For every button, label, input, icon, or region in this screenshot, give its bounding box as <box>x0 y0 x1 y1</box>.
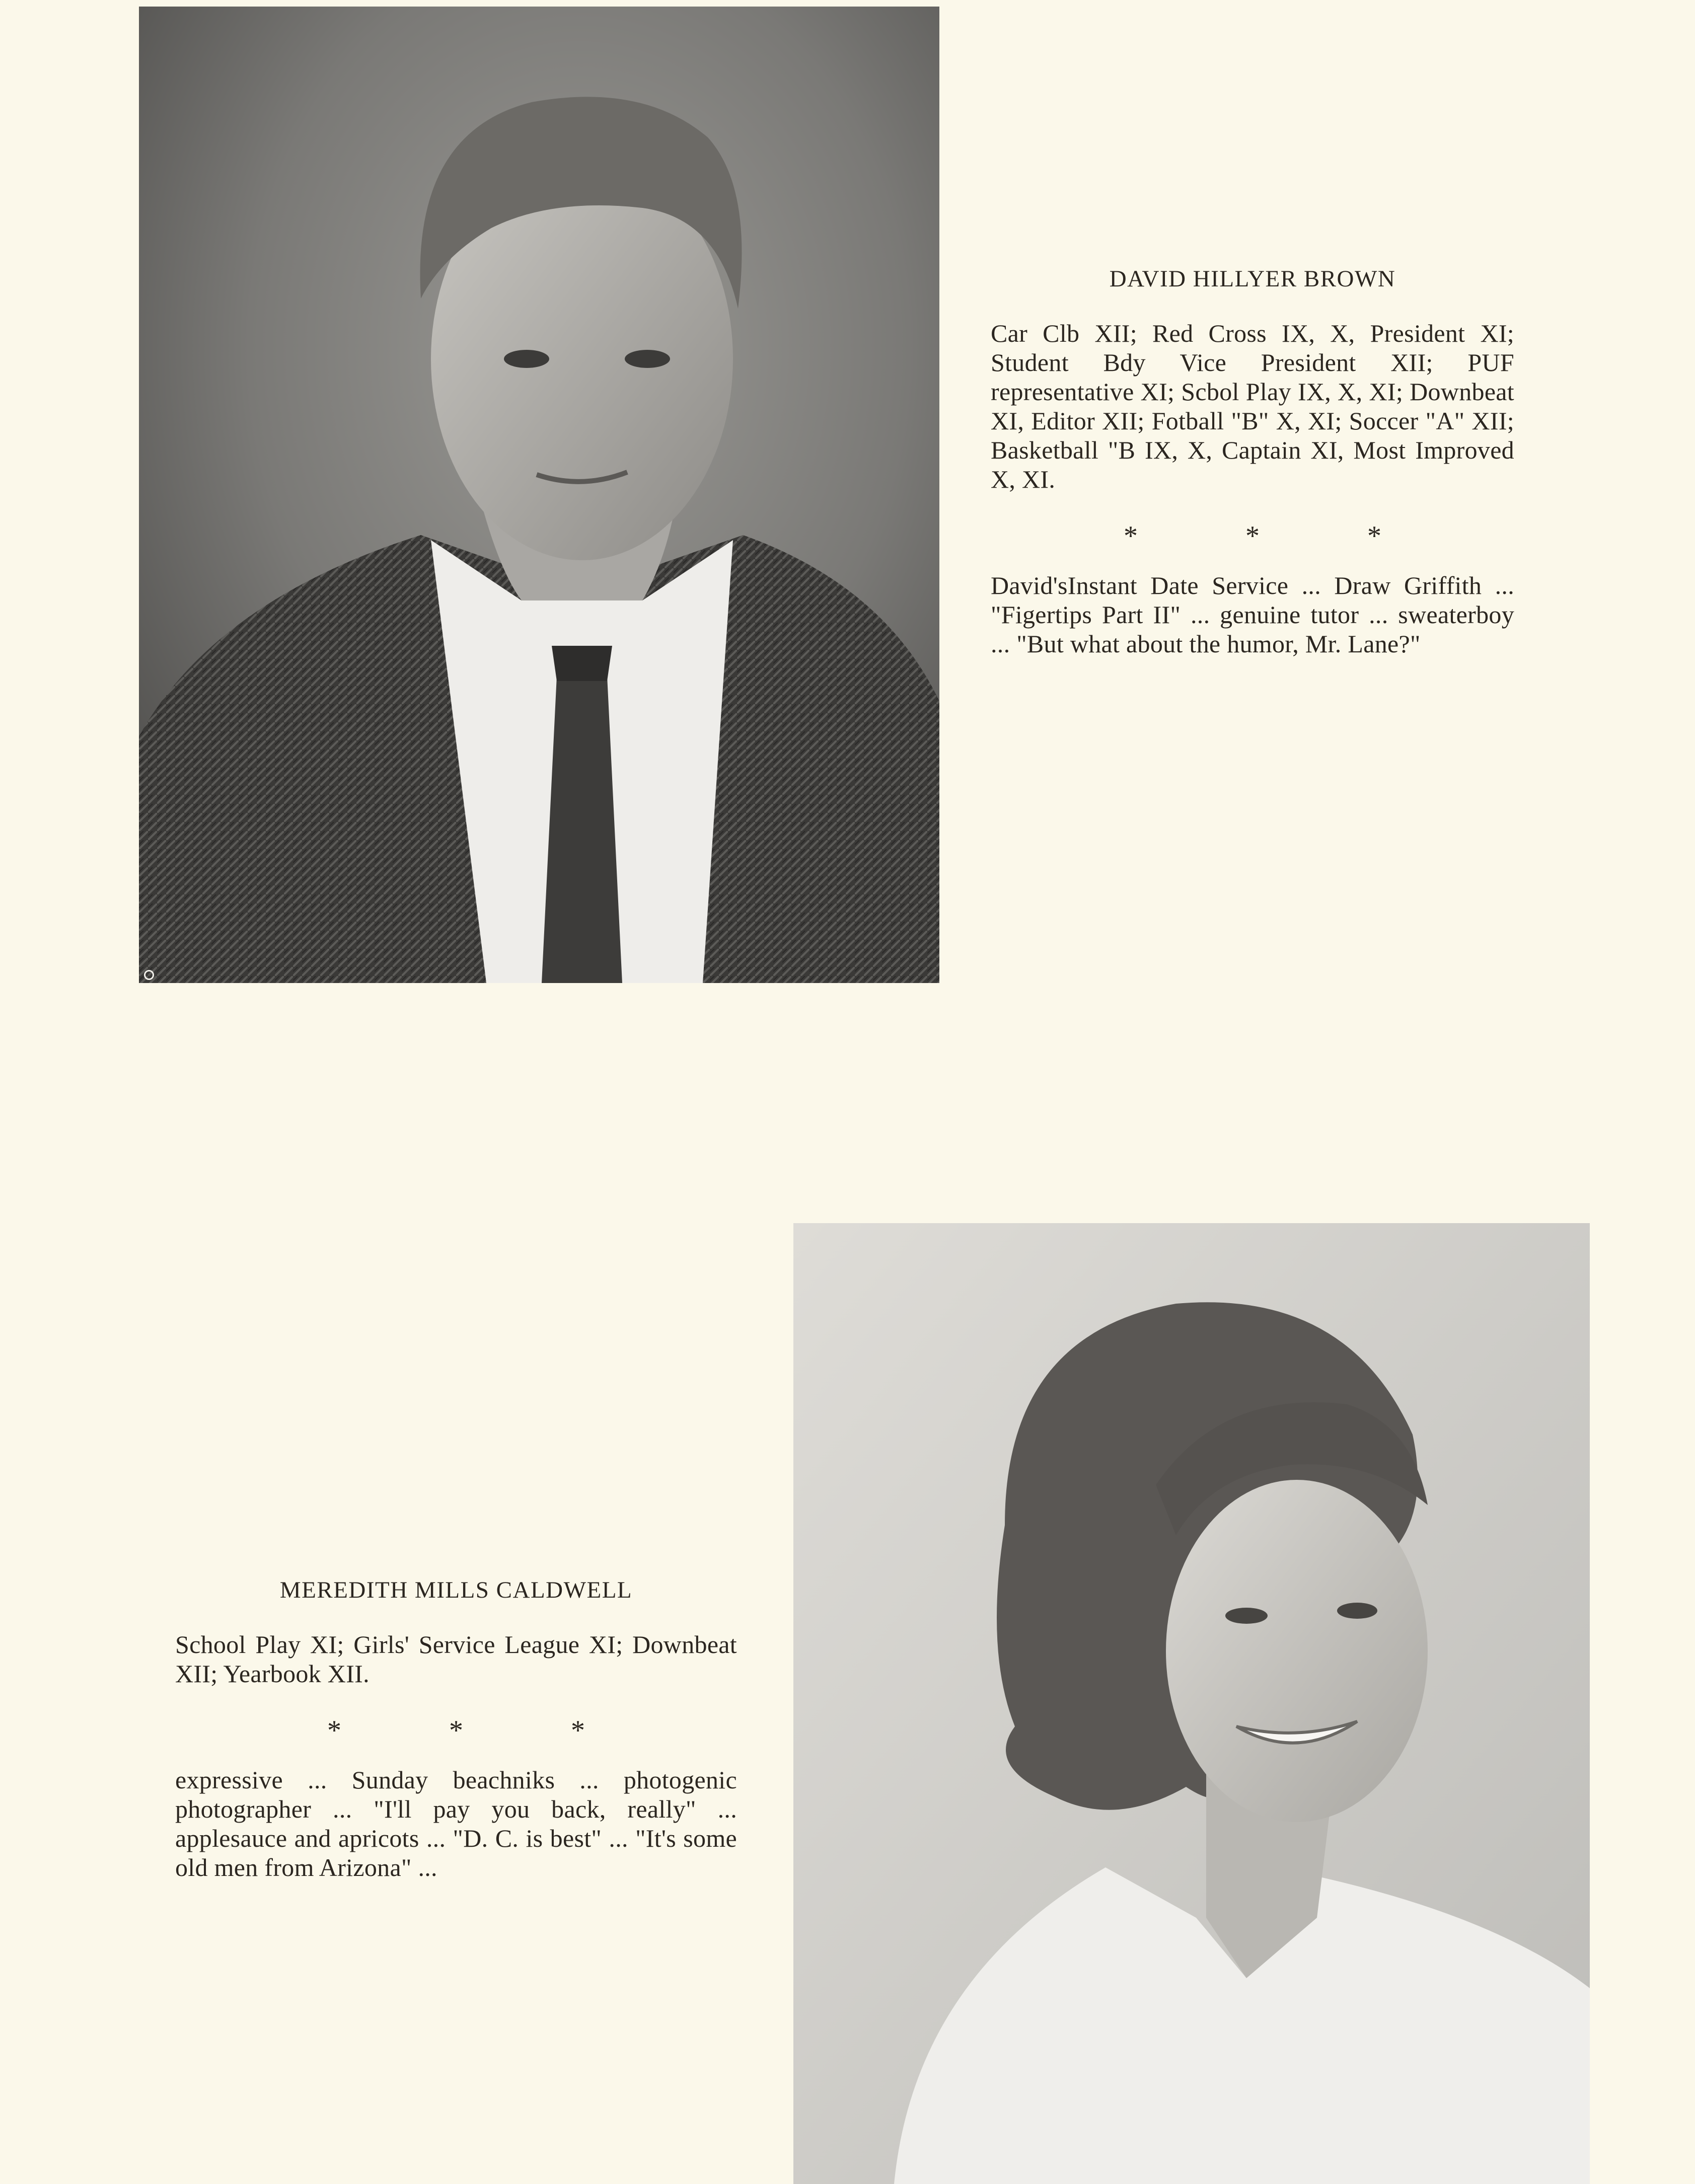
portrait-photo-image <box>793 1223 1590 2184</box>
student-name: DAVID HILLYER BROWN <box>1109 266 1396 292</box>
student-activities: Car Clb XII; Red Cross IX, X, President XI; Student Bdy Vice President XII; PUF representative XI; Scbol Play IX, X, XI; Downbeat XI, Editor XII; Fotball "B" X, XI; Soccer "A" XII; Basketball "B IX, X, Captain XI, Most Improved X, XI. <box>991 319 1514 493</box>
student-entry-meredith-caldwell <box>175 1575 737 1882</box>
student-quotes: expressive ... Sunday beachniks ... photogenic photographer ... "I'll pay you back, really" ... applesauce and apricots ... "D. C. is best" ... "It's some old men from Arizona" ... <box>175 1766 737 1881</box>
section-separator: * * * <box>327 1715 635 1746</box>
student-activities: School Play XI; Girls' Service League XI; Downbeat XII; Yearbook XII. <box>175 1630 737 1688</box>
student-quotes: David'sInstant Date Service ... Draw Griffith ... "Figertips Part II" ... genuine tutor ... sweaterboy ... "But what about the humor, Mr. Lane?" <box>991 571 1514 658</box>
portrait-photo-image <box>139 7 939 983</box>
student-entry-david-brown <box>991 264 1514 658</box>
student-name: MEREDITH MILLS CALDWELL <box>279 1577 633 1603</box>
portrait-photo-david-brown <box>139 7 939 983</box>
section-separator: * * * <box>1124 520 1432 552</box>
photo-corner-mark <box>144 970 154 980</box>
portrait-photo-meredith-caldwell <box>793 1223 1590 2184</box>
